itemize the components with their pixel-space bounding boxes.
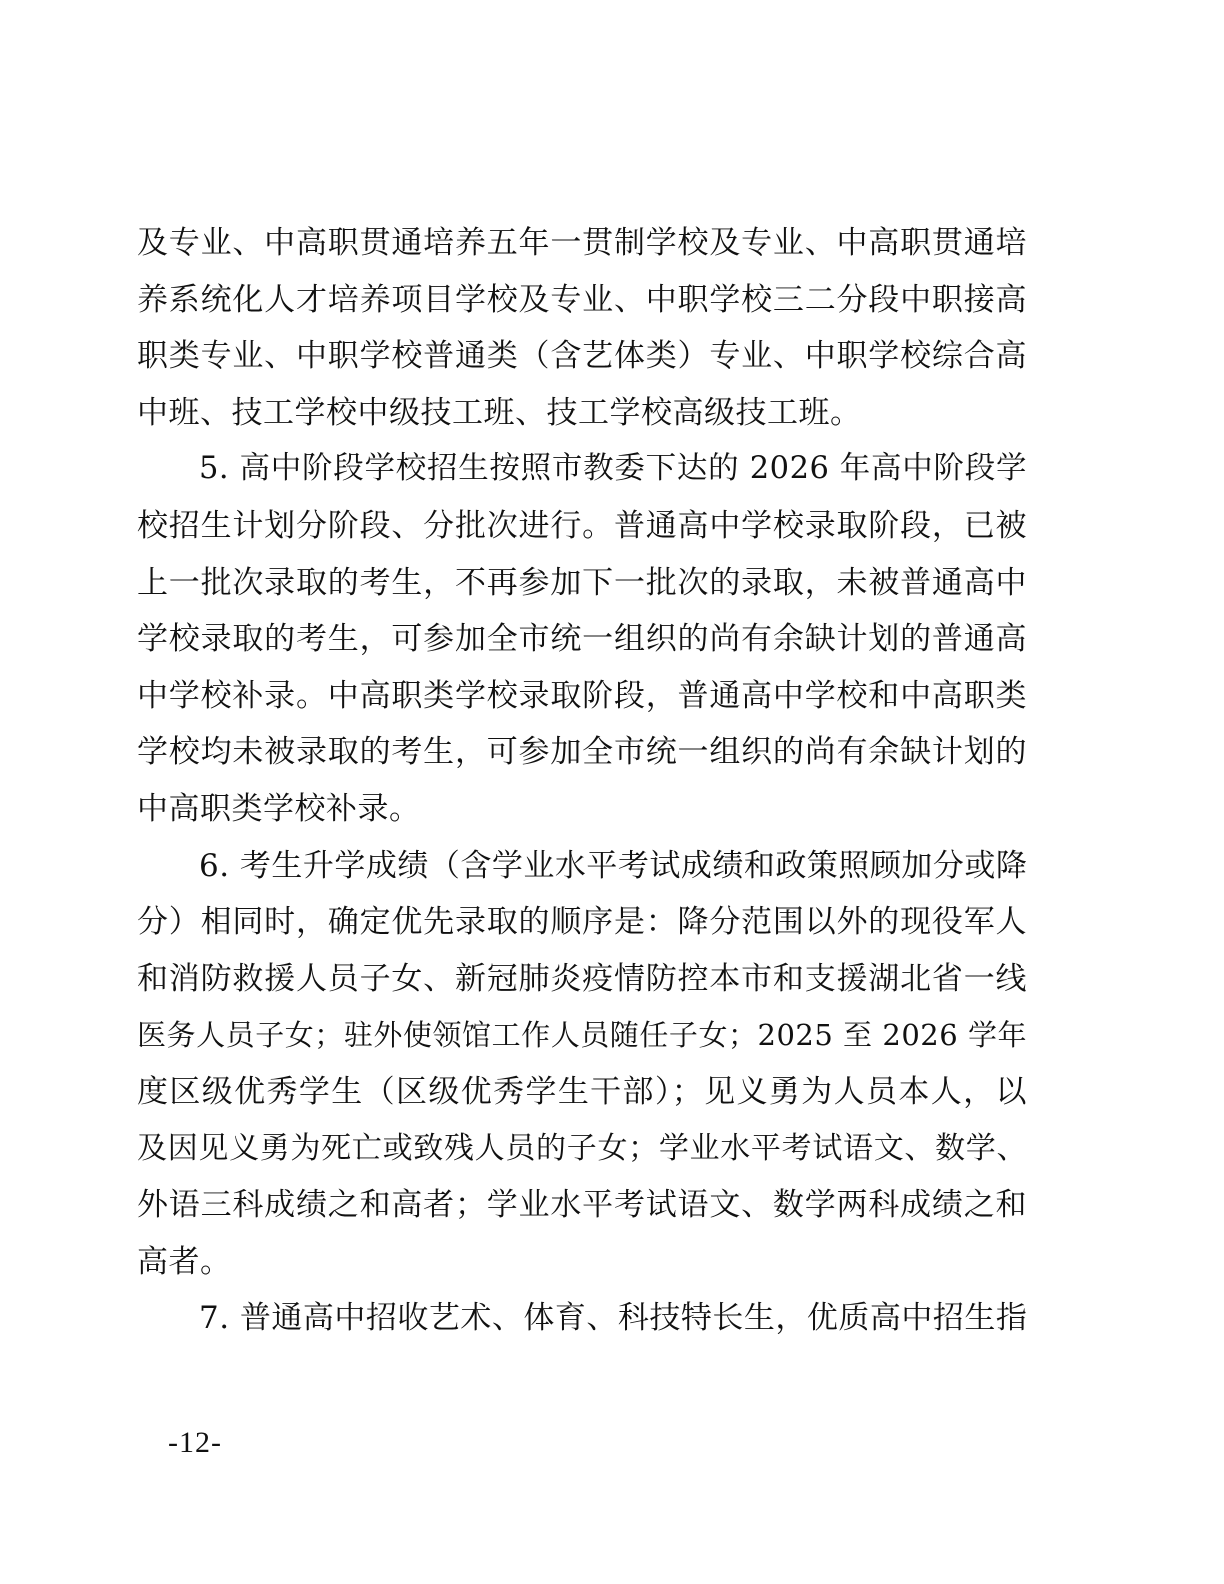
text-line: 外语三科成绩之和高者；学业水平考试语文、数学两科成绩之和 bbox=[137, 1187, 1027, 1224]
text-line: 中高职类学校补录。 bbox=[137, 790, 421, 827]
text-line: 校招生计划分阶段、分批次进行。普通高中学校录取阶段，已被 bbox=[137, 507, 1027, 544]
text-line: 及专业、中高职贯通培养五年一贯制学校及专业、中高职贯通培 bbox=[137, 225, 1027, 261]
text-line: 高者。 bbox=[137, 1243, 232, 1280]
text-line: 及因见义勇为死亡或致残人员的子女；学业水平考试语文、数学、 bbox=[137, 1130, 1027, 1166]
text-line: 职类专业、中职学校普通类（含艺体类）专业、中职学校综合高 bbox=[137, 338, 1027, 375]
text-line: 分）相同时，确定优先录取的顺序是：降分范围以外的现役军人 bbox=[137, 904, 1027, 941]
text-line: 中班、技工学校中级技工班、技工学校高级技工班。 bbox=[137, 394, 862, 431]
text-line: 学校均未被录取的考生，可参加全市统一组织的尚有余缺计划的 bbox=[137, 734, 1027, 771]
text-line: 中学校补录。中高职类学校录取阶段，普通高中学校和中高职类 bbox=[137, 677, 1027, 714]
text-line: 上一批次录取的考生，不再参加下一批次的录取，未被普通高中 bbox=[137, 564, 1027, 601]
body-text bbox=[137, 215, 1027, 1347]
text-line: 学校录取的考生，可参加全市统一组织的尚有余缺计划的普通高 bbox=[137, 621, 1027, 658]
text-line: 养系统化人才培养项目学校及专业、中职学校三二分段中职接高 bbox=[137, 281, 1027, 318]
text-line-item-5: 5. 高中阶段学校招生按照市教委下达的 2026 年高中阶段学 bbox=[199, 451, 1027, 487]
page-number: -12- bbox=[168, 1426, 222, 1459]
text-line-item-6: 6. 考生升学成绩（含学业水平考试成绩和政策照顾加分或降 bbox=[199, 847, 1028, 884]
text-line-item-7: 7. 普通高中招收艺术、体育、科技特长生，优质高中招生指 bbox=[199, 1300, 1028, 1337]
text-line: 医务人员子女；驻外使领馆工作人员随任子女；2025 至 2026 学年 bbox=[137, 1018, 1027, 1053]
text-line: 度区级优秀学生（区级优秀学生干部）；见义勇为人员本人，以 bbox=[137, 1073, 1027, 1110]
text-line: 和消防救援人员子女、新冠肺炎疫情防控本市和支援湖北省一线 bbox=[137, 960, 1027, 997]
